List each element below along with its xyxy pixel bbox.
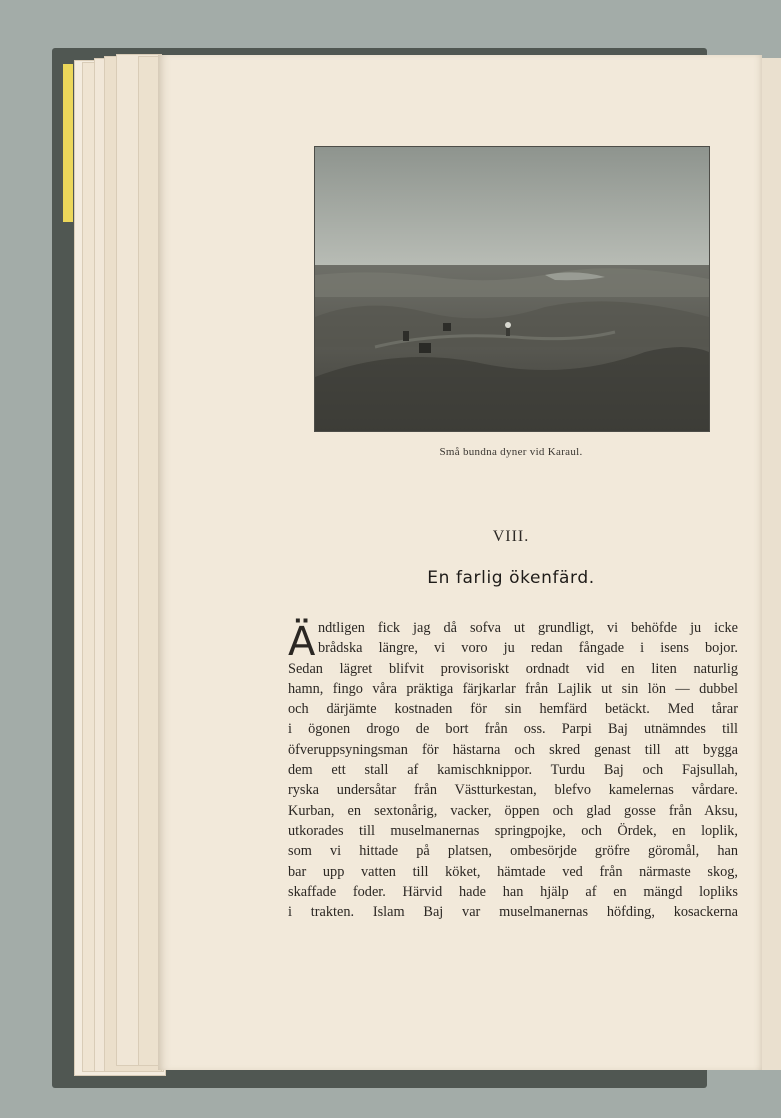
chapter-number: VIII. bbox=[492, 528, 530, 545]
drop-cap-letter: Ä bbox=[288, 619, 316, 665]
text-line: som vi hittade på platsen, ombesörjde gröfre göromål, han bbox=[288, 843, 738, 860]
bookmark-ribbon bbox=[63, 64, 73, 222]
text-line: ryska undersåtar från Västturkestan, blefvo kamelernas vårdare. bbox=[288, 782, 738, 799]
text-line: och därjämte kostnaden för sin hemfärd betäckt. Med tårar bbox=[288, 701, 738, 718]
chapter-title: En farlig ökenfärd. bbox=[427, 568, 595, 588]
text-line: i ögonen drogo de bort från oss. Parpi Baj utnämndes till bbox=[288, 721, 738, 738]
text-line: utkorades till muselmanernas springpojke, och Ördek, en loplik, bbox=[288, 822, 738, 839]
figure-caption: Små bundna dyner vid Karaul. bbox=[439, 446, 583, 458]
desert-dunes-photograph bbox=[314, 146, 710, 432]
facing-page-edge bbox=[760, 58, 781, 1070]
text-line: hamn, fingo våra präktiga färjkarlar från Lajlik ut sin lön — dubbel bbox=[288, 680, 738, 697]
text-line: bar upp vatten till köket, hämtade ved från närmaste skog, bbox=[288, 863, 738, 880]
text-line: dem ett stall af kamischknippor. Turdu Baj och Fajsullah, bbox=[288, 762, 738, 779]
text-line: Kurban, en sextonårig, vacker, öppen och glad gosse från Aksu, bbox=[288, 802, 738, 819]
body-paragraph bbox=[288, 618, 738, 922]
text-line: brådska längre, vi voro ju redan fångade i isens bojor. bbox=[318, 640, 738, 657]
text-line: öfveruppsyningsman för hästarna och skred genast till att bygga bbox=[288, 741, 738, 758]
text-line: i trakten. Islam Baj var muselmanernas höfding, kosackerna bbox=[288, 904, 738, 921]
text-line: ndtligen fick jag då sofva ut grundligt, vi behöfde ju icke bbox=[318, 620, 738, 636]
text-line: Sedan lägret blifvit provisoriskt ordnadt vid en liten naturlig bbox=[288, 660, 738, 677]
text-line: skaffade foder. Härvid hade han hjälp af en mängd lopliks bbox=[288, 883, 738, 900]
